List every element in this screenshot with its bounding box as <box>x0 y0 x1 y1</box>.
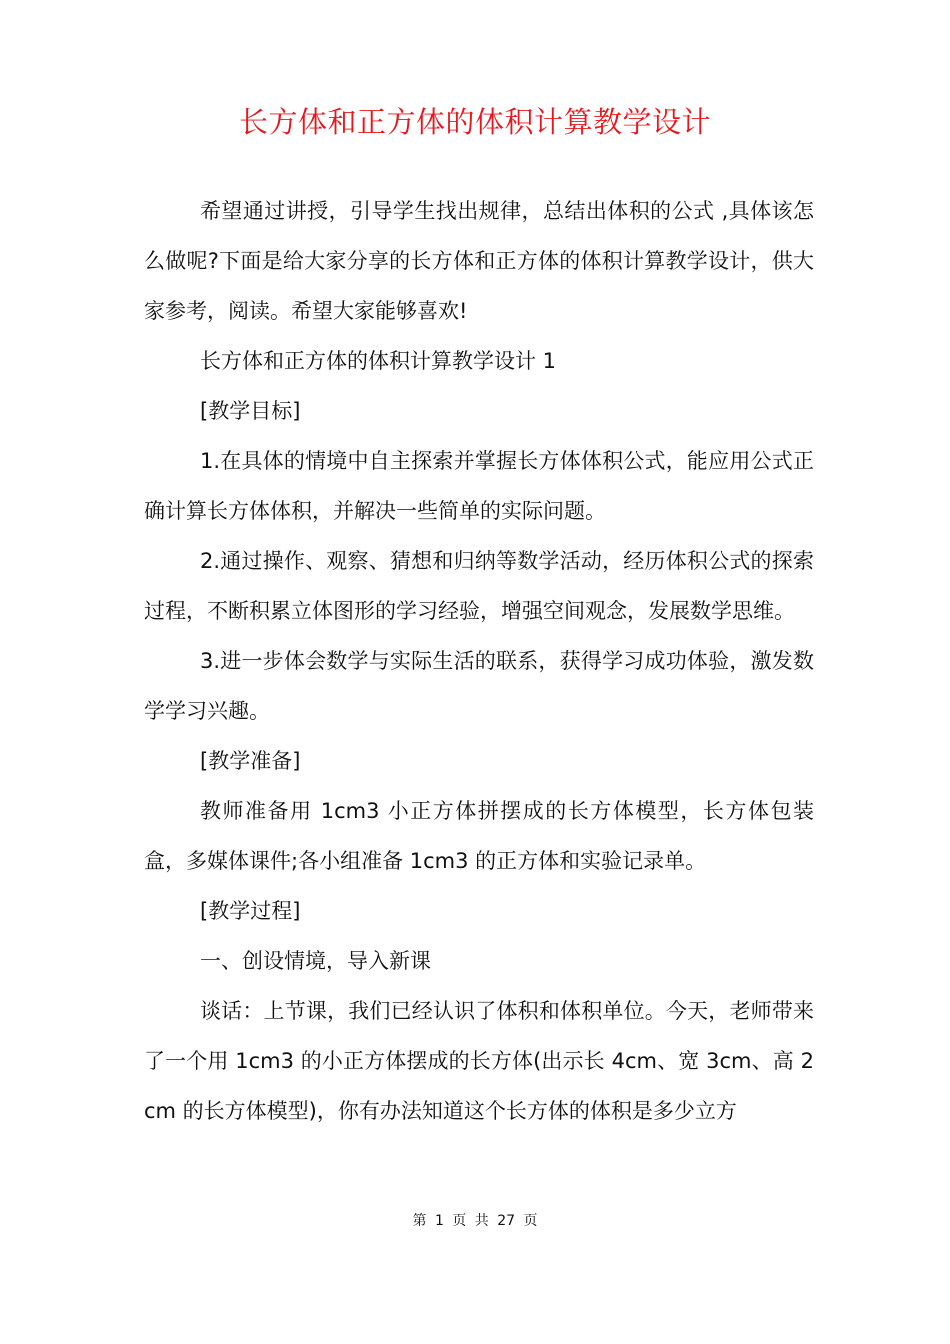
section-heading-design-1: 长方体和正方体的体积计算教学设计 1 <box>200 349 557 373</box>
document-title: 长方体和正方体的体积计算教学设计 <box>238 105 711 139</box>
heading-teaching-preparation: [教学准备] <box>200 749 301 773</box>
heading-teaching-process: [教学过程] <box>200 899 301 923</box>
intro-paragraph: 希望通过讲授，引导学生找出规律，总结出体积的公式 ,具体该怎么做呢?下面是给大家分享的长方体和正方体的体积计算教学设计，供大家参考，阅读。希望大家能够喜欢! <box>144 199 814 323</box>
preparation-paragraph: 教师准备用 1cm3 小正方体拼摆成的长方体模型，长方体包装盒，多媒体课件;各小组准备 1cm3 的正方体和实验记录单。 <box>144 799 814 873</box>
goal-item-1: 1.在具体的情境中自主探索并掌握长方体体积公式，能应用公式正确计算长方体体积，并解决一些简单的实际问题。 <box>144 449 814 523</box>
process-step-1-heading: 一、创设情境，导入新课 <box>200 949 431 973</box>
document-body <box>144 186 814 1136</box>
heading-teaching-goals: [教学目标] <box>200 399 301 423</box>
dialogue-paragraph: 谈话：上节课，我们已经认识了体积和体积单位。今天，老师带来了一个用 1cm3 的小正方体摆成的长方体(出示长 4cm、宽 3cm、高 2cm 的长方体模型)，你有办法知道这个长方体的体积是多少立方 <box>144 999 814 1123</box>
goal-item-2: 2.通过操作、观察、猜想和归纳等数学活动，经历体积公式的探索过程，不断积累立体图形的学习经验，增强空间观念，发展数学思维。 <box>144 549 814 623</box>
page-footer: 第 1 页 共 27 页 <box>412 1213 538 1229</box>
goal-item-3: 3.进一步体会数学与实际生活的联系，获得学习成功体验，激发数学学习兴趣。 <box>144 649 814 723</box>
